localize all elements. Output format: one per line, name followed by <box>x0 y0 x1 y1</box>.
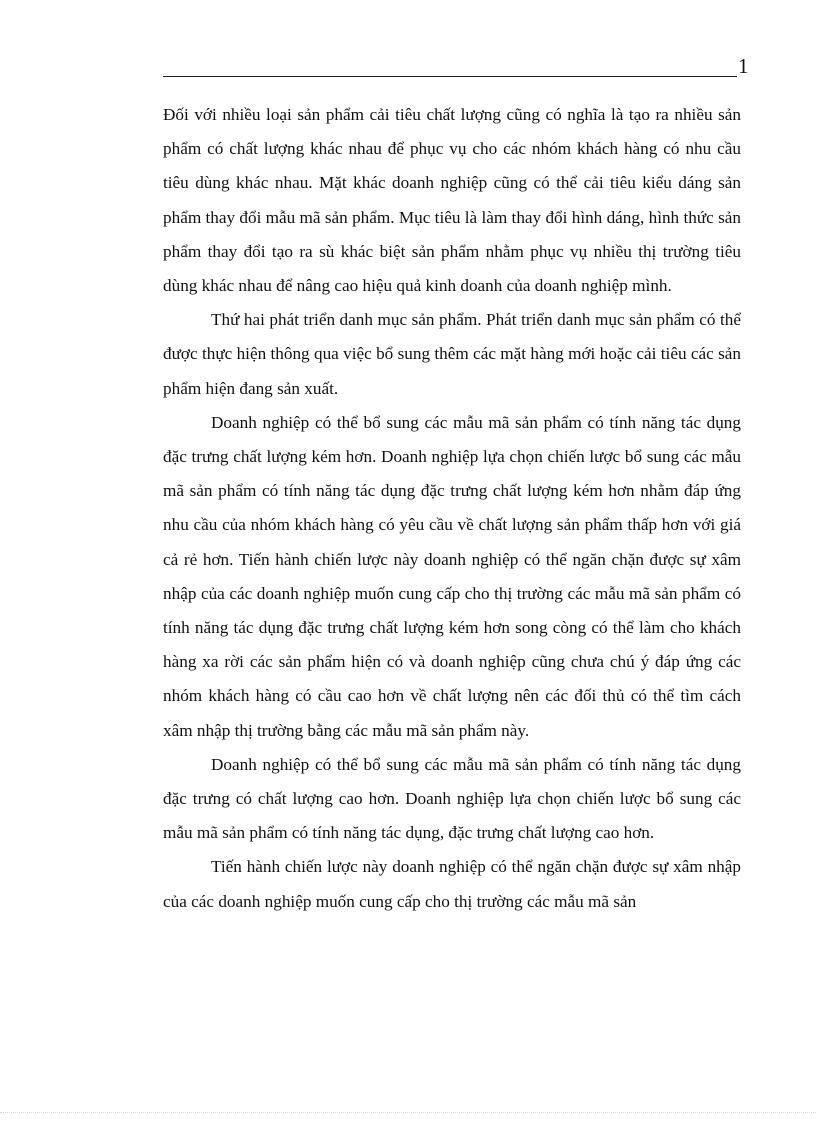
paragraph-3: Doanh nghiệp có thể bổ sung các mẫu mã sản phẩm có tính năng tác dụng đặc trưng chất lượng kém hơn. Doanh nghiệp lựa chọn chiến lược bổ sung các mẫu mã sản phẩm có tính năng tác dụng đặc trưng chất lượng kém hơn nhằm đáp ứng nhu cầu của nhóm khách hàng có yêu cầu về chất lượng sản phẩm thấp hơn với giá cả rẻ hơn. Tiến hành chiến lược này doanh nghiệp có thể ngăn chặn được sự xâm nhập của các doanh nghiệp muốn cung cấp cho thị trường các mẫu mã sản phẩm có tính năng tác dụng đặc trưng chất lượng kém hơn song còng có thể làm cho khách hàng xa rời các sản phẩm hiện có và doanh nghiệp cũng chưa chú ý đáp ứng các nhóm khách hàng có cầu cao hơn về chất lượng nên các đối thủ có thể tìm cách xâm nhập thị trường bằng các mẫu mã sản phẩm này. <box>163 412 741 740</box>
header-rule <box>163 76 737 77</box>
page-number: 1 <box>738 54 749 78</box>
body-text <box>163 98 741 919</box>
paragraph-4: Doanh nghiệp có thể bổ sung các mẫu mã sản phẩm có tính năng tác dụng đặc trưng có chất lượng cao hơn. Doanh nghiệp lựa chọn chiến lược bổ sung các mẫu mã sản phẩm có tính năng tác dụng, đặc trưng chất lượng cao hơn. <box>163 754 741 843</box>
paragraph-2: Thứ hai phát triển danh mục sản phẩm. Phát triển danh mục sản phẩm có thể được thực hiện thông qua việc bổ sung thêm các mặt hàng mới hoặc cải tiêu các sản phẩm hiện đang sản xuất. <box>163 310 741 398</box>
paragraph-1: Đối với nhiều loại sản phẩm cải tiêu chất lượng cũng có nghĩa là tạo ra nhiều sản phẩm có chất lượng khác nhau để phục vụ cho các nhóm khách hàng có nhu cầu tiêu dùng khác nhau. Mặt khác doanh nghiệp cũng có thể cải tiêu kiểu dáng sản phẩm thay đổi mẫu mã sản phẩm. Mục tiêu là làm thay đổi hình dáng, hình thức sản phẩm thay đổi tạo ra sù khác biệt sản phẩm nhằm phục vụ nhiều thị trường tiêu dùng khác nhau để nâng cao hiệu quả kinh doanh của doanh nghiệp mình. <box>163 105 741 296</box>
footer-divider <box>0 1112 816 1113</box>
paragraph-5: Tiến hành chiến lược này doanh nghiệp có thể ngăn chặn được sự xâm nhập của các doanh nghiệp muốn cung cấp cho thị trường các mẫu mã sản <box>163 857 741 911</box>
